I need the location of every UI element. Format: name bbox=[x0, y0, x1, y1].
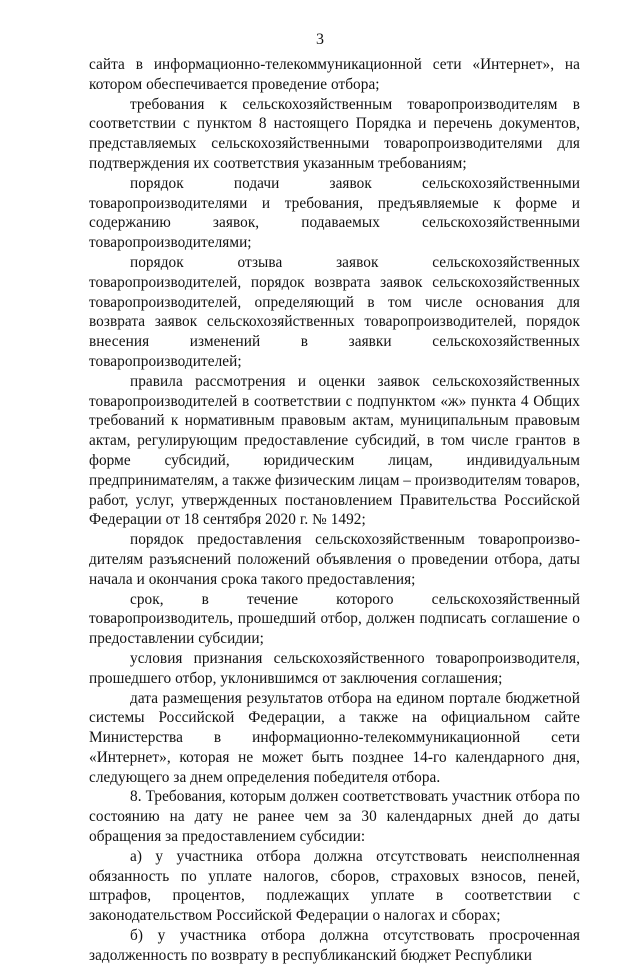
paragraph: порядок предоставления сельскохозяйственным товаропроизво-дителям разъяснений положений объявления о проведении отбора, даты начала и окончания срока такого предоставления; bbox=[89, 531, 580, 588]
paragraph: срок, в течение которого сельскохозяйственный товаропроизводитель, прошедший отбор, должен подписать соглашение о предоставлении субсидии; bbox=[89, 590, 580, 648]
paragraph: требования к сельскохозяйственным товаропроизводителям в соответствии с пунктом 8 настоящего Порядка и перечень документов, представляемых сельскохозяйственными товаропроизводителями для подтверждения их соответствия указанным требованиям; bbox=[89, 95, 580, 172]
paragraph: дата размещения результатов отбора на едином портале бюджетной системы Российской Федерации, а также на официальном сайте Министерства в информационно-телекоммуникационной сети «Интернет», которая не может быть позднее 14-го календарного дня, следующего за днем определения победителя отбора. bbox=[89, 689, 580, 786]
paragraph: условия признания сельскохозяйственного товаропроизводителя, прошедшего отбор, уклонившимся от заключения соглашения; bbox=[89, 649, 580, 687]
page-number: 3 bbox=[316, 31, 324, 48]
paragraph: сайта в информационно-телекоммуникационной сети «Интернет», на котором обеспечивается проведение отбора; bbox=[89, 56, 580, 93]
paragraph: правила рассмотрения и оценки заявок сельскохозяйственных товаропроизводителей в соответствии с подпунктом «ж» пункта 4 Общих требований к нормативным правовым актам, муниципальным правовым актам, регулирующим предоставление субсидий, в том числе грантов в форме субсидий, юридическим лицам, индивидуальным предпринимателям, а также физическим лицам – производителям товаров, работ, услуг, утвержденных постановлением Правительства Российской Федерации от 18 сентября 2020 г. № 1492; bbox=[89, 372, 580, 529]
document-body bbox=[89, 55, 580, 966]
paragraph: б) у участника отбора должна отсутствовать просроченная задолженность по возврату в республиканский бюджет Республики bbox=[89, 927, 580, 964]
paragraph: порядок отзыва заявок сельскохозяйственных товаропроизводителей, порядок возврата заявок сельскохозяйственных товаропроизводителей, определяющий в том числе основания для возврата заявок сельскохозяйственных товаропроизводителей, порядок внесения изменений в заявки сельскохозяйственных товаропроизводителей; bbox=[89, 253, 580, 370]
paragraph: порядок подачи заявок сельскохозяйственными товаропроизводителями и требования, предъявляемые к форме и содержанию заявок, подаваемых сельскохозяйственными товаропроизводителями; bbox=[89, 174, 580, 252]
paragraph: а) у участника отбора должна отсутствовать неисполненная обязанность по уплате налогов, сборов, страховых взносов, пеней, штрафов, процентов, подлежащих уплате в соответствии с законодательством Российской Федерации о налогах и сборах; bbox=[89, 847, 580, 925]
paragraph: 8. Требования, которым должен соответствовать участник отбора по состоянию на дату не ранее чем за 30 календарных дней до даты обращения за предоставлением субсидии: bbox=[89, 788, 580, 846]
